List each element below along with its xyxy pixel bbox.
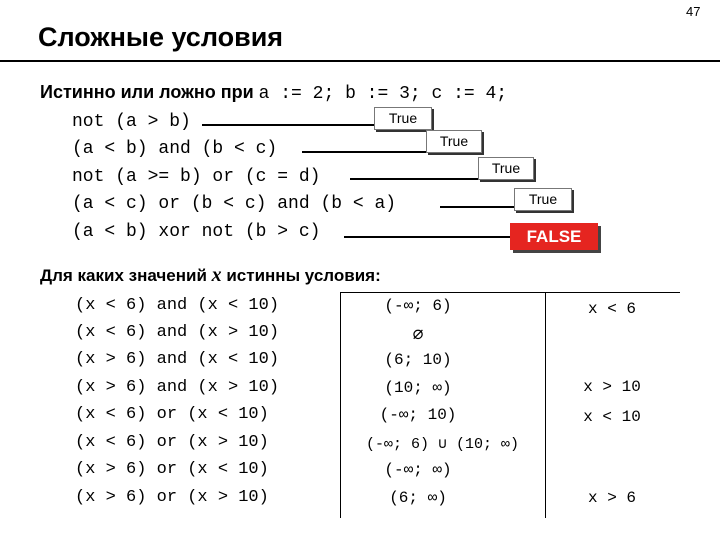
- question-1: [40, 82, 507, 104]
- connector-line-5: [344, 236, 516, 238]
- page-number: 47: [686, 4, 701, 19]
- expression-2: (a < b) and (b < c): [72, 139, 278, 159]
- question-2-suffix: истинны условия:: [221, 266, 381, 285]
- result-1: (-∞; 6): [384, 297, 452, 315]
- question-1-text: Истинно или ложно при: [40, 82, 259, 102]
- result-2: ∅: [412, 326, 424, 346]
- expression-5: (a < b) xor not (b > c): [72, 222, 321, 242]
- condition-4: (x > 6) and (x > 10): [75, 378, 280, 397]
- condition-3: (x > 6) and (x < 10): [75, 350, 280, 369]
- condition-5: (x < 6) or (x < 10): [75, 405, 269, 424]
- table-top-line: [340, 292, 680, 293]
- variable-x: x: [211, 264, 222, 286]
- condition-6: (x < 6) or (x > 10): [75, 433, 269, 452]
- result-tag-1: True: [374, 107, 432, 130]
- result-tag-4: True: [514, 188, 572, 211]
- connector-line-2: [302, 151, 437, 153]
- answer-1: x < 6: [587, 300, 636, 318]
- connector-line-1: [202, 124, 382, 126]
- answer-4: x > 6: [587, 489, 636, 507]
- answer-2: x > 10: [583, 378, 641, 396]
- condition-2: (x < 6) and (x > 10): [75, 323, 280, 342]
- result-4: (10; ∞): [384, 379, 452, 397]
- result-8: (6; ∞): [389, 489, 447, 507]
- condition-7: (x > 6) or (x < 10): [75, 460, 269, 479]
- connector-line-4: [440, 206, 522, 208]
- expression-3: not (a >= b) or (c = d): [72, 167, 321, 187]
- title-divider: [0, 60, 720, 62]
- assignment-code: a := 2; b := 3; c := 4;: [258, 84, 508, 104]
- answer-3: x < 10: [583, 408, 641, 426]
- result-tag-3: True: [478, 157, 534, 180]
- result-3: (6; 10): [384, 351, 452, 369]
- condition-8: (x > 6) or (x > 10): [75, 488, 269, 507]
- expression-4: (a < c) or (b < c) and (b < a): [72, 194, 397, 214]
- result-7: (-∞; ∞): [384, 461, 452, 479]
- table-divider-right: [545, 292, 546, 518]
- question-2-text: Для каких значений: [40, 266, 212, 285]
- question-2: [40, 264, 381, 287]
- result-5: (-∞; 10): [379, 406, 457, 424]
- result-tag-false: FALSE: [510, 223, 598, 250]
- page-title: Сложные условия: [38, 22, 284, 52]
- result-tag-2: True: [426, 130, 482, 153]
- connector-line-3: [350, 178, 490, 180]
- condition-1: (x < 6) and (x < 10): [75, 296, 280, 315]
- expression-1: not (a > b): [72, 112, 191, 132]
- result-6: (-∞; 6) ∪ (10; ∞): [365, 436, 520, 453]
